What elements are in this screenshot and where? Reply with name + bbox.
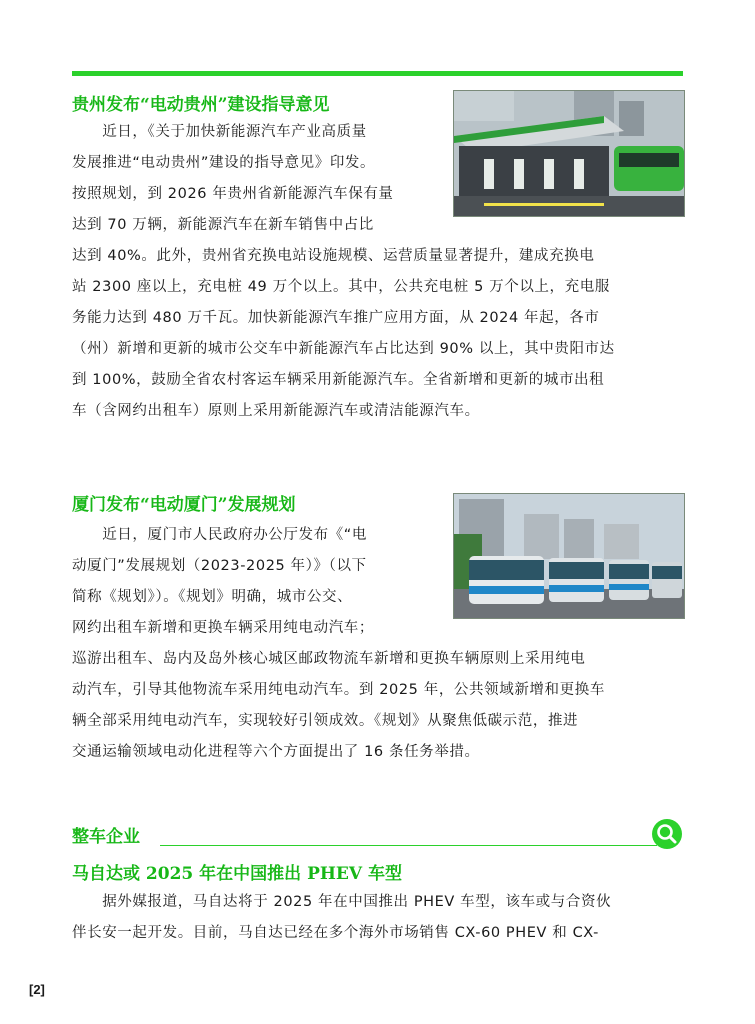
text-line: 车（含网约出租车）原则上采用新能源汽车或清洁能源汽车。 [72, 403, 480, 419]
text-line: 动汽车，引导其他物流车采用纯电动汽车。到 2025 年，公共领域新增和更换车 [72, 682, 605, 698]
article-3-paragraph [72, 887, 683, 949]
text-line: 发展推进“电动贵州”建设的指导意见》印发。 [72, 155, 376, 171]
top-rule [72, 71, 683, 76]
text-line: 网约出租车新增和更换车辆采用纯电动汽车； [72, 620, 374, 636]
search-icon [651, 818, 683, 850]
text-line: （州）新增和更新的城市公交车中新能源汽车占比达到 90% 以上，其中贵阳市达 [72, 341, 615, 357]
text-line: 达到 70 万辆，新能源汽车在新车销售中占比 [72, 217, 374, 233]
text-line: 简称《规划》）。《规划》明确，城市公交、 [72, 589, 353, 605]
text-line: 近日，厦门市人民政府办公厅发布《“电 [72, 527, 368, 543]
text-line: 按照规划，到 2026 年贵州省新能源汽车保有量 [72, 186, 394, 202]
article-2-paragraph-full [72, 644, 683, 768]
section-title: 整车企业 [72, 827, 140, 847]
page-number: [2] [29, 982, 45, 997]
article-2-paragraph-top [72, 520, 442, 644]
text-line: 交通运输领域电动化进程等六个方面提出了 16 条任务举措。 [72, 744, 480, 760]
text-line: 务能力达到 480 万千瓦。加快新能源汽车推广应用方面，从 2024 年起，各市 [72, 310, 600, 326]
article-1-paragraph-top [72, 117, 442, 241]
text-line: 站 2300 座以上，充电桩 49 万个以上。其中，公共充电桩 5 万个以上，充电服 [72, 279, 610, 295]
text-line: 近日，《关于加快新能源汽车产业高质量 [72, 124, 367, 140]
text-line: 到 100%，鼓励全省农村客运车辆采用新能源汽车。全省新增和更新的城市出租 [72, 372, 605, 388]
text-line: 达到 40%。此外，贵州省充换电站设施规模、运营质量显著提升，建成充换电 [72, 248, 595, 264]
article-1-paragraph-full [72, 241, 683, 427]
article-1-photo-charging-station [453, 90, 685, 217]
text-line: 巡游出租车、岛内及岛外核心城区邮政物流车新增和更换车辆原则上采用纯电 [72, 651, 586, 667]
charging-station-image [454, 91, 684, 216]
article-1-title: 贵州发布“电动贵州”建设指导意见 [72, 95, 330, 115]
article-2-photo-electric-buses [453, 493, 685, 619]
text-line: 据外媒报道，马自达将于 2025 年在中国推出 PHEV 车型，该车或与合资伙 [72, 894, 612, 910]
electric-buses-image [454, 494, 684, 618]
article-2-title: 厦门发布“电动厦门”发展规划 [72, 495, 296, 515]
section-divider [160, 845, 657, 846]
article-3-title: 马自达或 2025 年在中国推出 PHEV 车型 [72, 864, 402, 884]
text-line: 辆全部采用纯电动汽车，实现较好引领成效。《规划》从聚焦低碳示范，推进 [72, 713, 579, 729]
text-line: 伴长安一起开发。目前，马自达已经在多个海外市场销售 CX-60 PHEV 和 CX- [72, 925, 599, 941]
text-line: 动厦门”发展规划（2023-2025 年）》（以下 [72, 558, 367, 574]
